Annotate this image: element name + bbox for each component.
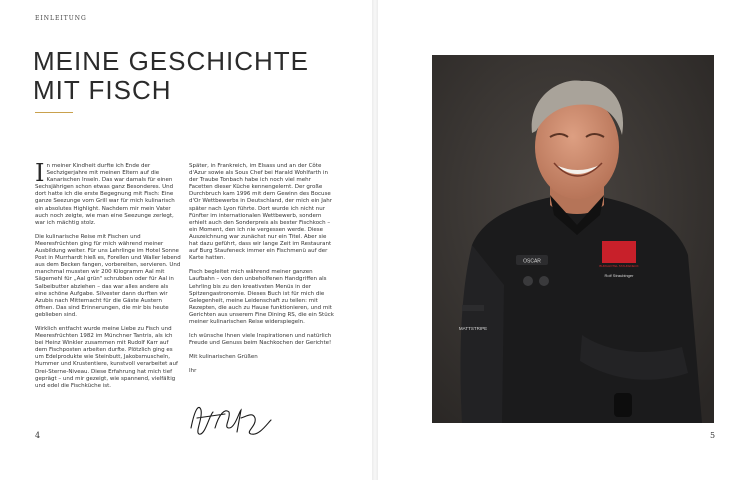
- patch-oscar-text: OSCAR: [523, 258, 541, 265]
- wristwatch: [614, 393, 632, 417]
- closing-line: Mit kulinarischen Grüßen: [189, 354, 258, 361]
- page-number-left: 4: [35, 431, 41, 440]
- chef-portrait-photo: [432, 55, 714, 423]
- left-page: [0, 0, 372, 480]
- sign-prefix: Ihr: [189, 368, 197, 375]
- signature: [185, 398, 275, 440]
- paragraph: [35, 159, 181, 227]
- section-label: EINLEITUNG: [35, 15, 87, 22]
- sleeve-text: MATTSTRIPE: [458, 326, 488, 331]
- text-column-1: [35, 159, 181, 397]
- title-line-1: MEINE GESCHICHTE: [33, 46, 310, 76]
- accent-rule: [35, 112, 73, 113]
- portrait-illustration: [432, 55, 714, 423]
- text-column-2: [189, 163, 335, 382]
- paragraph: Fisch begleitet mich während meiner ganzen Laufbahn – von den unbeholfenen Handgriffen als Lehrling bis zu den kreativsten Menüs in der Spitzengastronomie. Dieses Buch ist für mich die Gelegenheit, meine Leidenschaft zu teilen: mit Rezepten, die auch zu Hause funktionieren, und mit Gerichten aus unserem Fine Dining RS, die ein Stück meiner kulinarischen Reise widerspiegeln.: [189, 269, 334, 325]
- paragraph: Später, in Frankreich, im Elsass und an der Côte d'Azur sowie als Sous Chef bei Harald Wohlfarth in der Traube Tonbach habe ich noch viel mehr Facetten dieser Küche kennengelernt. Der große Durchbruch kam 1996 mit dem Gewinn des Bocuse d'Or Wettbewerbs in Deutschland, der mich ein Jahr später nach Lyon führte. Dort wurde ich nicht nur Fünfter im internationalen Wettbewerb, sondern erhielt auch den Sonderpreis als bester Fischkoch – ein Moment, den ich nie vergessen werde. Diese Auszeichnung war zunächst nur ein Titel. Aber sie hat dazu geführt, dass wir lange Zeit im Restaurant auf Burg Staufeneck immer ein Fischmenü auf der Karte hatten.: [189, 163, 332, 262]
- patch-restaurant-text: BURGHOTEL STAUFENECK: [599, 264, 639, 268]
- drop-cap: I: [35, 159, 45, 187]
- page-number-right: 5: [710, 431, 716, 440]
- paragraph: Wirklich entfacht wurde meine Liebe zu Fisch und Meeresfrüchten 1982 im Münchner Tantris, als ich bei Heinz Winkler zusammen mit Rudolf Karr auf dem Fischposten arbeiten durfte. Plötzlich ging es um Edelprodukte wie Steinbutt, Jakobsmuscheln, Hummer und Krustentiere, kunstvoll verarbeitet auf Drei-Sterne-Niveau. Diese Erfahrung hat mich tief geprägt – und mir gezeigt, wie spannend, vielfältig und edel die Fischküche ist.: [35, 325, 178, 389]
- title-line-2: MIT FISCH: [33, 75, 172, 105]
- paragraph: Ich wünsche Ihnen viele Inspirationen und natürlich Freude und Genuss beim Nachkochen der Gerichte!: [189, 333, 332, 347]
- page-title: [33, 47, 309, 105]
- patch-restaurant: [602, 241, 636, 263]
- embroidered-name: Rolf Straubinger: [604, 273, 634, 278]
- paragraph: Die kulinarische Reise mit Fischen und Meeresfrüchten ging für mich während meiner Ausbildung weiter. Für uns Lehrlinge im Hotel Sonne Post in Murrhardt hieß es, Forellen und Waller lebend aus dem Becken fangen, vorbereiten, servieren. Und manchmal mussten wir 200 Kilogramm Aal mit Sägemehl für „Aal grün" schrubben oder für Aal in Salbeibutter abziehen – das war alles andere als eine schöne Aufgabe. Silvester dann durften wir Azubis nach Mitternacht für die Gäste Austern öffnen. Das sind Erinnerungen, die mir bis heute geblieben sind.: [35, 233, 181, 318]
- paragraph-text: n meiner Kindheit durfte ich Ende der Sechzigerjahre mit meinen Eltern auf die Kanarischen Inseln. Das war damals für einen Sechsjährigen schon etwas ganz Besonderes. Und dort hatte ich die erste Begegnung mit Fisch: Eine ganze Seezunge vom Grill war für mich kulinarisch ein absolutes Highlight. Nachdem mir mein Vater auch noch zeigte, wie man eine Seezunge zerlegt, war ich mächtig stolz.: [35, 163, 175, 226]
